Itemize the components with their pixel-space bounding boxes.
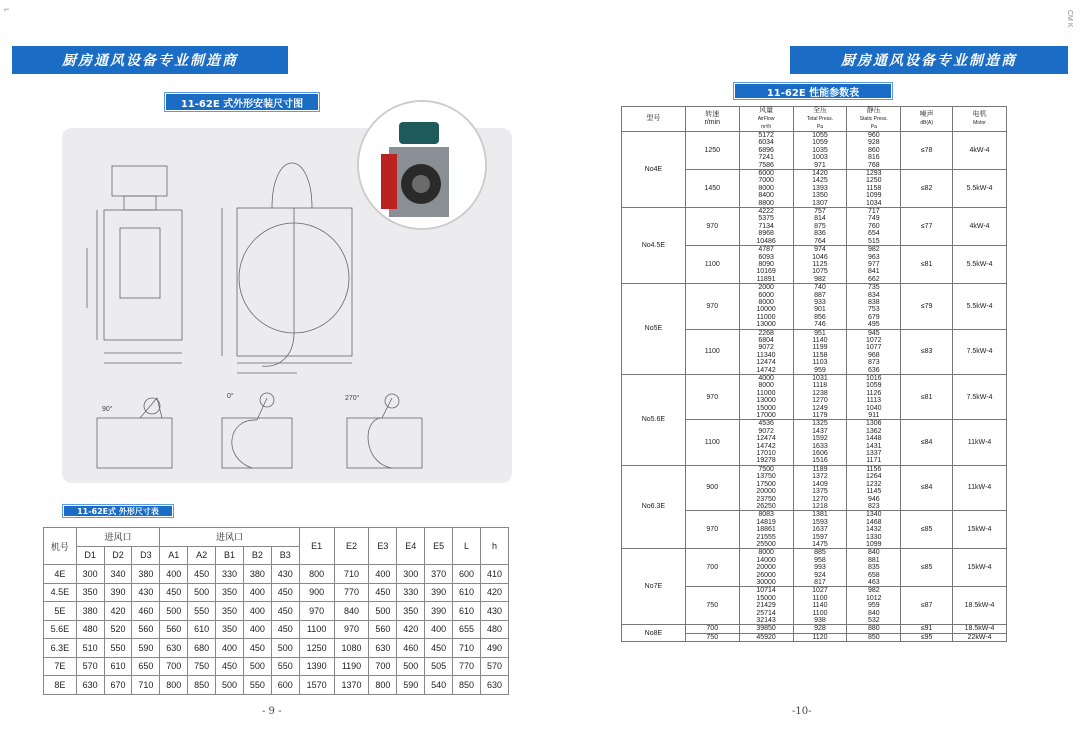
airflow-cell: 39850 <box>739 625 793 633</box>
static-press-cell: 735 834 838 753 679 495 <box>847 284 901 329</box>
table-cell: 510 <box>76 639 104 658</box>
table-cell: 380 <box>132 565 160 584</box>
col-b3: B3 <box>271 546 299 565</box>
table-cell: 390 <box>104 583 132 602</box>
motor-cell: 4kW-4 <box>953 132 1007 170</box>
noise-cell: ≤84 <box>901 420 953 465</box>
static-press-cell: 840 881 835 658 463 <box>847 549 901 587</box>
perf-row <box>622 375 1007 420</box>
noise-cell: ≤78 <box>901 132 953 170</box>
table-cell: 850 <box>453 676 481 695</box>
table-cell: 400 <box>425 620 453 639</box>
col-a2: A2 <box>188 546 216 565</box>
table-cell: 560 <box>132 620 160 639</box>
model-cell: No7E <box>622 549 686 625</box>
col-e4: E4 <box>397 528 425 565</box>
table-cell: 655 <box>453 620 481 639</box>
col-d2: D2 <box>104 546 132 565</box>
speed-cell: 970 <box>685 284 739 329</box>
speed-cell: 900 <box>685 465 739 510</box>
airflow-cell: 4536 9072 12474 14742 17010 19278 <box>739 420 793 465</box>
table-cell: 710 <box>334 565 369 584</box>
airflow-cell: 6000 7000 8000 8400 8800 <box>739 170 793 208</box>
table-cell: 550 <box>271 657 299 676</box>
motor-cell: 15kW-4 <box>953 511 1007 549</box>
col-static <box>847 107 901 132</box>
motor-cell: 4kW-4 <box>953 208 1007 246</box>
table-cell: 610 <box>104 657 132 676</box>
col-motor <box>953 107 1007 132</box>
table-cell: 370 <box>425 565 453 584</box>
table-cell: 700 <box>369 657 397 676</box>
table-cell: 350 <box>216 602 244 621</box>
table-cell: 450 <box>243 639 271 658</box>
table-cell: 800 <box>299 565 334 584</box>
table-cell: 500 <box>397 657 425 676</box>
table-cell: 300 <box>397 565 425 584</box>
noise-cell: ≤85 <box>901 511 953 549</box>
performance-table-body <box>622 132 1007 642</box>
table-cell: 420 <box>104 602 132 621</box>
dim-drawing-heading: 11-62E 式外形安装尺寸图 <box>164 92 320 112</box>
total-press-cell: 1120 <box>793 633 847 641</box>
table-cell: 550 <box>104 639 132 658</box>
table-cell: 350 <box>216 620 244 639</box>
table-cell: 600 <box>271 676 299 695</box>
speed-cell: 1450 <box>685 170 739 208</box>
col-a1: A1 <box>160 546 188 565</box>
motor-header: 电机 <box>972 111 987 118</box>
table-cell: 800 <box>160 676 188 695</box>
static-press-cell: 880 <box>847 625 901 633</box>
airflow-cell: 8000 14000 20000 26000 30000 <box>739 549 793 587</box>
table-row <box>44 565 509 584</box>
total-press-cell: 951 1140 1199 1158 1103 959 <box>793 329 847 374</box>
table-cell: 400 <box>243 602 271 621</box>
col-h: h <box>480 528 508 565</box>
speed-cell: 700 <box>685 549 739 587</box>
table-cell: 430 <box>132 583 160 602</box>
perf-row <box>622 132 1007 170</box>
table-cell: 505 <box>425 657 453 676</box>
crop-mark: ⌐ <box>4 4 10 14</box>
total-press-cell: 974 1046 1125 1075 982 <box>793 246 847 284</box>
motor-cell: 7.5kW-4 <box>953 329 1007 374</box>
airflow-cell: 5172 6034 6896 7241 7586 <box>739 132 793 170</box>
col-b2: B2 <box>243 546 271 565</box>
speed-header: 转速 <box>705 111 720 118</box>
table-cell: 840 <box>334 602 369 621</box>
table-cell: 430 <box>480 602 508 621</box>
airflow-cell: 2268 6804 9072 11340 12474 14742 <box>739 329 793 374</box>
speed-cell: 970 <box>685 511 739 549</box>
motor-cell: 18.5kW-4 <box>953 587 1007 625</box>
model-cell: No6.3E <box>622 465 686 548</box>
col-outlet: 进风口 <box>160 528 299 547</box>
motor-cell: 5.5kW-4 <box>953 284 1007 329</box>
col-e2: E2 <box>334 528 369 565</box>
motor-cell: 11kW-4 <box>953 420 1007 465</box>
table-cell: 450 <box>425 639 453 658</box>
dimension-table-body <box>44 565 509 695</box>
table-cell: 300 <box>76 565 104 584</box>
speed-cell: 700 <box>685 625 739 633</box>
noise-cell: ≤81 <box>901 246 953 284</box>
col-noise <box>901 107 953 132</box>
table-cell: 540 <box>425 676 453 695</box>
table-cell: 420 <box>397 620 425 639</box>
model-cell: 4E <box>44 565 77 584</box>
total-press-cell: 928 <box>793 625 847 633</box>
static-press-cell: 945 1072 1077 968 873 636 <box>847 329 901 374</box>
table-cell: 430 <box>271 565 299 584</box>
perf-row <box>622 549 1007 587</box>
airflow-cell: 4222 5375 7134 8968 10486 <box>739 208 793 246</box>
perf-row <box>622 208 1007 246</box>
table-cell: 400 <box>160 565 188 584</box>
col-e5: E5 <box>425 528 453 565</box>
angle-label-90: 90° <box>102 406 113 413</box>
table-row <box>44 602 509 621</box>
table-cell: 450 <box>188 565 216 584</box>
table-cell: 590 <box>397 676 425 695</box>
airflow-header: 风量 <box>759 107 774 114</box>
noise-cell: ≤81 <box>901 375 953 420</box>
static-press-cell: 1293 1250 1158 1099 1034 <box>847 170 901 208</box>
col-total <box>793 107 847 132</box>
table-cell: 600 <box>453 565 481 584</box>
noise-unit: dB(A) <box>920 120 934 126</box>
airflow-cell: 4787 6093 8090 10169 11891 <box>739 246 793 284</box>
noise-cell: ≤87 <box>901 587 953 625</box>
perf-row <box>622 625 1007 633</box>
total-press-cell: 1031 1118 1238 1270 1249 1179 <box>793 375 847 420</box>
table-cell: 710 <box>453 639 481 658</box>
speed-cell: 1100 <box>685 420 739 465</box>
airflow-cell: 2000 6000 8000 10000 11000 13000 <box>739 284 793 329</box>
total-header: 全压 <box>812 107 827 114</box>
table-cell: 450 <box>369 583 397 602</box>
speed-unit: r/min <box>704 119 721 126</box>
brand-banner-right: 厨房通风设备专业制造商 <box>790 46 1068 74</box>
angle-label-0: 0° <box>227 393 234 400</box>
noise-cell: ≤95 <box>901 633 953 641</box>
airflow-cell: 45920 <box>739 633 793 641</box>
col-b1: B1 <box>216 546 244 565</box>
table-cell: 450 <box>271 620 299 639</box>
table-cell: 500 <box>216 676 244 695</box>
total-press-cell: 1027 1100 1140 1100 938 <box>793 587 847 625</box>
table-cell: 390 <box>425 583 453 602</box>
total-press-cell: 1381 1593 1637 1597 1475 <box>793 511 847 549</box>
speed-cell: 1250 <box>685 132 739 170</box>
airflow-en: AirFlow <box>757 116 775 122</box>
model-cell: 8E <box>44 676 77 695</box>
table-cell: 970 <box>299 602 334 621</box>
table-row <box>44 639 509 658</box>
table-cell: 970 <box>334 620 369 639</box>
table-cell: 480 <box>76 620 104 639</box>
motor-en: Motor <box>973 120 986 126</box>
total-press-cell: 1325 1437 1592 1633 1606 1516 <box>793 420 847 465</box>
airflow-cell: 4000 8000 11000 13000 15000 17000 <box>739 375 793 420</box>
total-press-cell: 740 887 933 901 856 746 <box>793 284 847 329</box>
table-cell: 410 <box>480 565 508 584</box>
speed-cell: 750 <box>685 587 739 625</box>
motor-cell: 5.5kW-4 <box>953 246 1007 284</box>
static-press-cell: 1156 1264 1232 1145 946 823 <box>847 465 901 510</box>
airflow-cell: 8083 14819 18861 21555 25500 <box>739 511 793 549</box>
table-cell: 400 <box>243 620 271 639</box>
speed-cell: 1100 <box>685 329 739 374</box>
table-cell: 570 <box>76 657 104 676</box>
noise-cell: ≤82 <box>901 170 953 208</box>
table-row <box>44 583 509 602</box>
col-model <box>622 107 686 132</box>
table-cell: 610 <box>453 602 481 621</box>
page-number-left: - 9 - <box>262 706 282 717</box>
col-inlet: 进风口 <box>76 528 160 547</box>
col-airflow <box>739 107 793 132</box>
noise-cell: ≤84 <box>901 465 953 510</box>
table-cell: 1250 <box>299 639 334 658</box>
table-cell: 350 <box>397 602 425 621</box>
speed-cell: 970 <box>685 375 739 420</box>
total-press-cell: 1189 1372 1409 1375 1270 1218 <box>793 465 847 510</box>
table-row <box>44 620 509 639</box>
page-number-right: -10- <box>792 706 812 717</box>
table-cell: 550 <box>243 676 271 695</box>
table-cell: 1390 <box>299 657 334 676</box>
noise-header: 噪声 <box>919 111 934 118</box>
static-press-cell: 982 1012 959 840 532 <box>847 587 901 625</box>
model-cell: 7E <box>44 657 77 676</box>
table-cell: 610 <box>188 620 216 639</box>
table-cell: 680 <box>188 639 216 658</box>
fan-photo <box>357 100 487 230</box>
table-cell: 1080 <box>334 639 369 658</box>
motor-cell: 7.5kW-4 <box>953 375 1007 420</box>
static-press-cell: 717 749 760 654 515 <box>847 208 901 246</box>
table-cell: 1190 <box>334 657 369 676</box>
table-cell: 450 <box>271 583 299 602</box>
table-cell: 450 <box>160 583 188 602</box>
col-e1: E1 <box>299 528 334 565</box>
speed-cell: 750 <box>685 633 739 641</box>
table-cell: 450 <box>271 602 299 621</box>
corner-mark: CM K <box>1066 10 1073 28</box>
total-press-cell: 1420 1425 1393 1350 1307 <box>793 170 847 208</box>
table-cell: 850 <box>188 676 216 695</box>
static-header: 静压 <box>866 107 881 114</box>
total-press-cell: 757 814 875 836 764 <box>793 208 847 246</box>
perf-row <box>622 284 1007 329</box>
dimension-table <box>43 527 509 695</box>
col-l: L <box>453 528 481 565</box>
model-cell: No8E <box>622 625 686 642</box>
dim-table-heading: 11-62E式 外形尺寸表 <box>62 504 174 518</box>
table-cell: 630 <box>480 676 508 695</box>
table-cell: 500 <box>271 639 299 658</box>
static-unit: Pa <box>870 124 877 130</box>
table-cell: 590 <box>132 639 160 658</box>
brand-banner-left: 厨房通风设备专业制造商 <box>12 46 288 74</box>
table-cell: 630 <box>369 639 397 658</box>
model-cell: 5E <box>44 602 77 621</box>
noise-cell: ≤77 <box>901 208 953 246</box>
static-press-cell: 1306 1362 1448 1431 1337 1171 <box>847 420 901 465</box>
motor-cell: 22kW-4 <box>953 633 1007 641</box>
airflow-cell: 10714 15000 21429 25714 32143 <box>739 587 793 625</box>
motor-cell: 11kW-4 <box>953 465 1007 510</box>
table-row <box>44 676 509 695</box>
noise-cell: ≤83 <box>901 329 953 374</box>
col-model: 机号 <box>44 528 77 565</box>
table-cell: 700 <box>160 657 188 676</box>
model-header: 型号 <box>646 115 661 122</box>
table-cell: 630 <box>160 639 188 658</box>
table-cell: 350 <box>76 583 104 602</box>
static-press-cell: 960 928 860 816 768 <box>847 132 901 170</box>
static-press-cell: 1340 1468 1432 1330 1099 <box>847 511 901 549</box>
table-cell: 330 <box>397 583 425 602</box>
perf-row <box>622 465 1007 510</box>
airflow-unit: m³/h <box>761 124 772 130</box>
noise-cell: ≤91 <box>901 625 953 633</box>
table-cell: 500 <box>160 602 188 621</box>
model-cell: No5.6E <box>622 375 686 466</box>
noise-cell: ≤79 <box>901 284 953 329</box>
table-cell: 800 <box>369 676 397 695</box>
col-d3: D3 <box>132 546 160 565</box>
table-cell: 520 <box>104 620 132 639</box>
table-cell: 500 <box>369 602 397 621</box>
table-cell: 400 <box>216 639 244 658</box>
table-cell: 330 <box>216 565 244 584</box>
table-row <box>44 657 509 676</box>
static-press-cell: 982 963 977 841 662 <box>847 246 901 284</box>
table-cell: 420 <box>480 583 508 602</box>
table-cell: 900 <box>299 583 334 602</box>
table-cell: 460 <box>397 639 425 658</box>
table-cell: 480 <box>480 620 508 639</box>
table-cell: 570 <box>480 657 508 676</box>
table-cell: 380 <box>76 602 104 621</box>
table-cell: 350 <box>216 583 244 602</box>
table-cell: 1570 <box>299 676 334 695</box>
model-cell: 4.5E <box>44 583 77 602</box>
table-cell: 1100 <box>299 620 334 639</box>
table-cell: 340 <box>104 565 132 584</box>
table-cell: 500 <box>243 657 271 676</box>
total-unit: Pa <box>816 124 824 130</box>
col-e3: E3 <box>369 528 397 565</box>
table-cell: 560 <box>369 620 397 639</box>
speed-cell: 1100 <box>685 246 739 284</box>
model-cell: No4E <box>622 132 686 208</box>
col-speed <box>685 107 739 132</box>
table-cell: 380 <box>243 565 271 584</box>
total-press-cell: 1055 1059 1035 1003 971 <box>793 132 847 170</box>
speed-cell: 970 <box>685 208 739 246</box>
model-cell: 6.3E <box>44 639 77 658</box>
table-cell: 400 <box>369 565 397 584</box>
total-press-cell: 885 958 993 924 817 <box>793 549 847 587</box>
motor-cell: 5.5kW-4 <box>953 170 1007 208</box>
table-cell: 770 <box>453 657 481 676</box>
motor-cell: 18.5kW-4 <box>953 625 1007 633</box>
col-d1: D1 <box>76 546 104 565</box>
table-cell: 750 <box>188 657 216 676</box>
table-cell: 560 <box>160 620 188 639</box>
table-cell: 450 <box>216 657 244 676</box>
table-cell: 500 <box>188 583 216 602</box>
model-cell: No4.5E <box>622 208 686 284</box>
motor-cell: 15kW-4 <box>953 549 1007 587</box>
noise-cell: ≤85 <box>901 549 953 587</box>
static-en: Static Press. <box>859 116 888 122</box>
static-press-cell: 850 <box>847 633 901 641</box>
performance-table <box>621 106 1007 642</box>
table-cell: 1370 <box>334 676 369 695</box>
table-cell: 770 <box>334 583 369 602</box>
airflow-cell: 7500 13750 17500 20000 23750 26250 <box>739 465 793 510</box>
model-cell: 5.6E <box>44 620 77 639</box>
static-press-cell: 1016 1059 1126 1113 1040 911 <box>847 375 901 420</box>
table-cell: 550 <box>188 602 216 621</box>
perf-table-heading: 11-62E 性能参数表 <box>733 82 893 100</box>
angle-label-270: 270° <box>345 395 360 402</box>
table-cell: 490 <box>480 639 508 658</box>
table-cell: 390 <box>425 602 453 621</box>
table-cell: 630 <box>76 676 104 695</box>
model-cell: No5E <box>622 284 686 375</box>
table-cell: 650 <box>132 657 160 676</box>
table-cell: 400 <box>243 583 271 602</box>
table-cell: 710 <box>132 676 160 695</box>
table-cell: 670 <box>104 676 132 695</box>
table-cell: 610 <box>453 583 481 602</box>
total-en: Total Press. <box>806 116 834 122</box>
table-cell: 460 <box>132 602 160 621</box>
